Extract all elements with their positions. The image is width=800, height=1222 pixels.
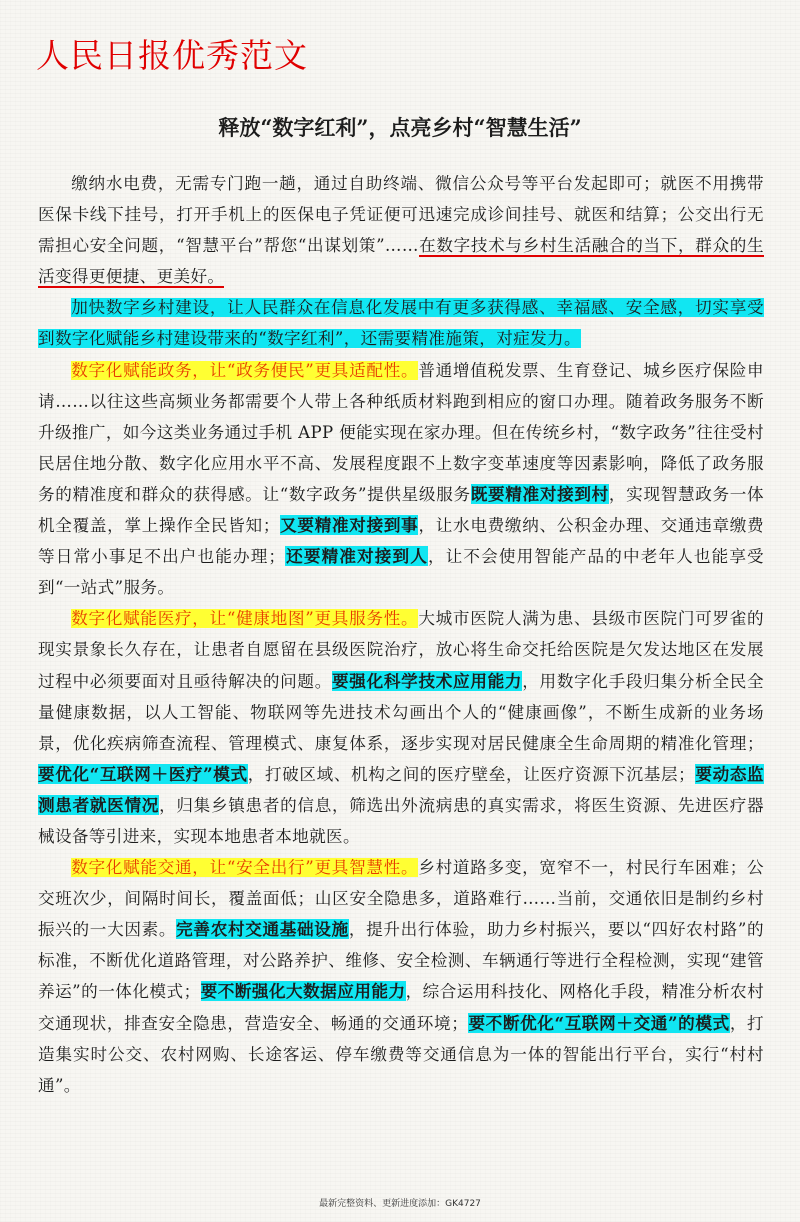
paragraph-4-text-1: 大城市医院人满为患、县级市医院门可罗雀的现实景象长久存在，让患者自愿留在县级医院治疗，放心将生命交托给医院是欠发达地区在发展过程中必须要面对且亟待解决的问题。 bbox=[38, 609, 764, 691]
paragraph-2 bbox=[38, 292, 764, 354]
paragraph-5-text-4: ，打造集实时公交、农村网购、长途客运、停车缴费等交通信息为一体的智能出行平台，实行“村村通”。 bbox=[38, 1013, 764, 1095]
paragraph-4-text-3: ，打破区域、机构之间的医疗壁垒，让医疗资源下沉基层； bbox=[247, 764, 696, 784]
paragraph-3-text-4: ，让不会使用智能产品的中老年人也能享受到“一站式”服务。 bbox=[38, 547, 764, 598]
keypoint-medical-3: 要动态监测患者就医情况 bbox=[38, 763, 764, 815]
keypoint-medical-1: 要强化科学技术应用能力 bbox=[332, 670, 523, 691]
paragraph-5 bbox=[38, 852, 764, 1101]
section-heading-traffic: 数字化赋能交通，让“安全出行”更具智慧性。 bbox=[71, 858, 419, 878]
keypoint-traffic-2: 要不断强化大数据应用能力 bbox=[200, 981, 406, 1002]
footer-note: 最新完整资料、更新进度添加：GK4727 bbox=[319, 1199, 481, 1209]
keypoint-traffic-1: 完善农村交通基础设施 bbox=[176, 919, 349, 940]
paragraph-4 bbox=[38, 603, 764, 852]
keypoint-gov-3: 还要精准对接到人 bbox=[285, 546, 428, 567]
keypoint-gov-2: 又要精准对接到事 bbox=[279, 515, 419, 536]
keypoint-medical-2: 要优化“互联网＋医疗”模式 bbox=[38, 763, 248, 784]
article-title: 释放“数字红利”，点亮乡村“智慧生活” bbox=[218, 115, 582, 140]
paragraph-4-text-4: ，归集乡镇患者的信息，筛选出外流病患的真实需求，将医生资源、先进医疗器械设备等引进来，实现本地患者本地就医。 bbox=[38, 795, 764, 846]
paragraph-1 bbox=[38, 168, 764, 292]
paragraph-4-text-2: ，用数字化手段归集分析全民全量健康数据，以人工智能、物联网等先进技术勾画出个人的“健康画像”，不断生成新的业务场景，优化疾病筛查流程、管理模式、康复体系，逐步实现对居民健康全生命周期的精准化管理； bbox=[38, 671, 764, 753]
paragraph-3-text-2: ，实现智慧政务一体机全覆盖，掌上操作全民皆知； bbox=[38, 484, 764, 536]
paragraph-3-text-1: 普通增值税发票、生育登记、城乡医疗保险申请……以往这些高频业务都需要个人带上各种纸质材料跑到相应的窗口办理。随着政务服务不断升级推广，如今这类业务通过手机 APP 便能实现在家办理。但在传统乡村，“数字政务”往往受村民居住地分散、数字化应用水平不高、发展程度跟不上数字变革速度等因素影响，降低了政务服务的精准度和群众的获得感。让“数字政务”提供星级服务 bbox=[38, 360, 764, 504]
keypoint-gov-1: 既要精准对接到村 bbox=[470, 483, 609, 504]
section-heading-gov: 数字化赋能政务，让“政务便民”更具适配性。 bbox=[71, 360, 419, 380]
paragraph-3-text-3: ，让水电费缴纳、公积金办理、交通违章缴费等日常小事足不出户也能办理； bbox=[38, 516, 764, 567]
section-heading-medical: 数字化赋能医疗，让“健康地图”更具服务性。 bbox=[71, 609, 419, 629]
paragraph-5-text-3: ，综合运用科技化、网格化手段，精准分析农村交通现状，排查安全隐患，营造安全、畅通的交通环境； bbox=[38, 982, 765, 1033]
paragraph-5-text-1: 乡村道路多变，宽窄不一，村民行车困难；公交班次少，间隔时间长，覆盖面低；山区安全隐患多，道路难行……当前，交通依旧是制约乡村振兴的一大因素。 bbox=[38, 858, 764, 940]
keypoint-traffic-3: 要不断优化“互联网＋交通”的模式 bbox=[468, 1012, 730, 1033]
page-header-title: 人民日报优秀范文 bbox=[36, 36, 308, 75]
underlined-sentence: 在数字技术与乡村生活融合的当下，群众的生活变得更便捷、更美好。 bbox=[38, 236, 764, 287]
paragraph-3 bbox=[38, 355, 764, 604]
paragraph-1-text: 缴纳水电费，无需专门跑一趟，通过自助终端、微信公众号等平台发起即可；就医不用携带医保卡线下挂号，打开手机上的医保电子凭证便可迅速完成诊间挂号、就医和结算；公交出行无需担心安全问题，“智慧平台”帮您“出谋划策”…… bbox=[38, 174, 764, 256]
article-body bbox=[38, 168, 764, 1101]
cyan-highlight-thesis: 加快数字乡村建设，让人民群众在信息化发展中有更多获得感、幸福感、安全感，切实享受到数字化赋能乡村建设带来的“数字红利”，还需要精准施策，对症发力。 bbox=[38, 298, 764, 349]
paragraph-5-text-2: ，提升出行体验，助力乡村振兴，要以“四好农村路”的标准，不断优化道路管理，对公路养护、维修、安全检测、车辆通行等进行全程检测，实现“建管养运”的一体化模式； bbox=[38, 920, 765, 1002]
